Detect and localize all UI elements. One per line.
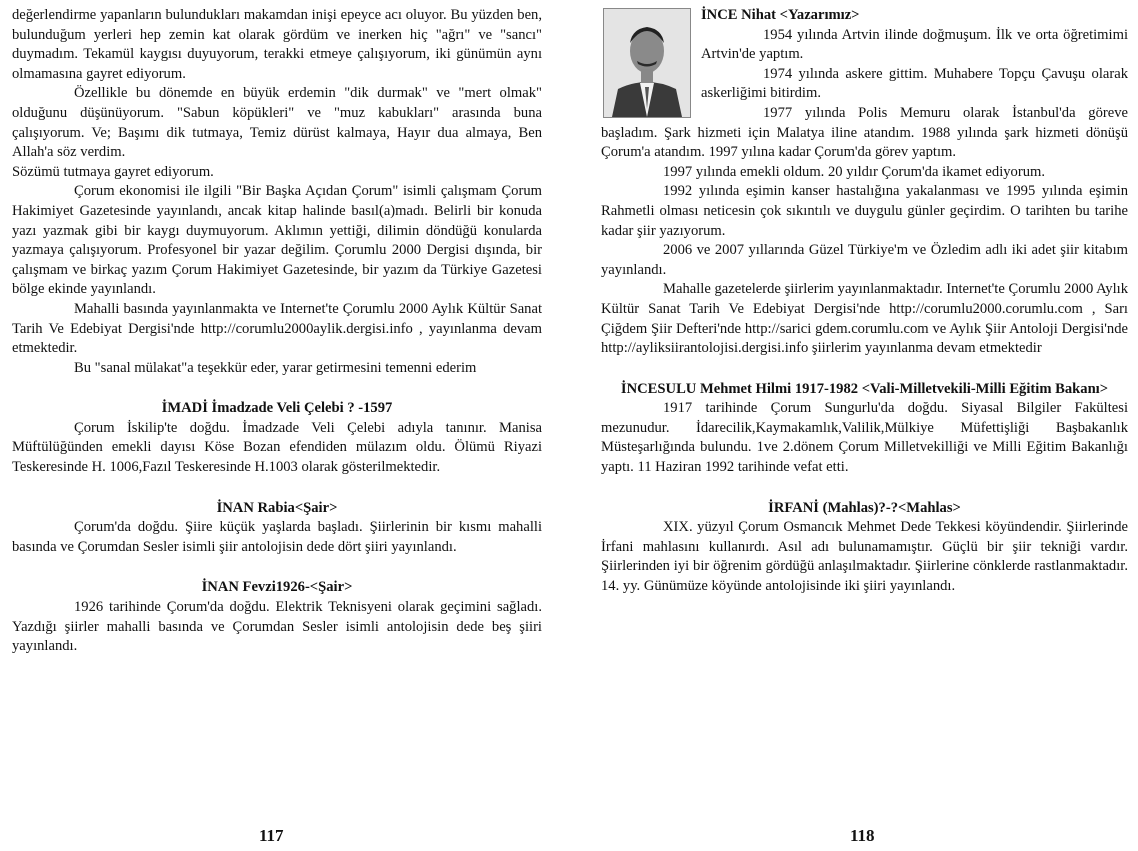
body-paragraph: değerlendirme yapanların bulundukları makamdan inişi epeyce acı oluyor. Bu yüzden ben, bulunduğum yerleri hep zemin kat olarak gördüm ve inerken hiç "ağrı" ve "sancı" duymadım. Tekamül kaygısı duyuyorum, terakki etmeye çalışıyorum, iki günümün aynı olmamasına gayret ediyorum. (12, 7, 542, 82)
entry-body: Çorum İskilip'te doğdu. İmadzade Veli Çelebi adıyla tanınır. Manisa Müftülüğünden emekli dayısı Köse Bozan efendiden mülazım oldu. Ölümü Riyazi Teskeresinde H. 1006,Fazıl Teskeresinde H.1003 olarak gösterilmektedir. (12, 419, 542, 476)
entry-heading: İNAN Fevzi1926-<Şair> (201, 579, 353, 596)
body-paragraph: Mahalli basında yayınlanmakta ve Internet'te Çorumlu 2000 Aylık Kültür Sanat Tarih Ve Edebiyat Dergisi'nde http://corumlu2000aylik.dergisi.info , yayınlanma devam etmektedir. (12, 300, 542, 357)
body-paragraph: Özellikle bu dönemde en büyük erdemin "dik durmak" ve "mert olmak" olduğunu düşünüyorum. "Sabun köpükleri" ve "muz kabukları" arasında buna çalışıyorum. Ve; Başımı dik tutmaya, Temiz dürüst kalmaya, Hayır dua almaya, Ben Allah'a söz verdim. (12, 85, 542, 161)
entry-heading: İNAN Rabia<Şair> (216, 499, 338, 516)
entry-body: 1926 tarihinde Çorum'da doğdu. Elektrik Teknisyeni olarak geçimini sağladı. Yazdığı şiirler mahalli basında ve Çorumdan Sesler isimli antolojisin dede beş şiiri yayınlandı. (12, 599, 542, 655)
right-page (601, 6, 1128, 597)
entry-heading: İNCESULU Mehmet Hilmi 1917-1982 <Vali-Milletvekili-Milli Eğitim Bakanı> (620, 380, 1109, 397)
entry-heading: İNCE Nihat <Yazarımız> (701, 7, 860, 23)
page-number-right: 118 (850, 826, 875, 845)
body-paragraph: Mahalle gazetelerde şiirlerim yayınlanmaktadır. Internet'te Çorumlu 2000 Aylık Kültür Sanat Tarih Ve Edebiyat Dergisi'nde http://corumlu2000.corumlu.com , Sarı Çiğdem Şiir Defteri'nde http://sarici gdem.corumlu.com ve Aylık Şiir Antoloji Dergisi'nde http://ayliksiirantolojisi.dergisi.info şiirlerim yayınlanma devam etmektedir (601, 281, 1128, 357)
entry-body: Çorum'da doğdu. Şiire küçük yaşlarda başladı. Şiirlerinin bir kısmı mahalli basında ve Çorumdan Sesler isimli şiir antolojisin dede dört şiiri yayınlandı. (12, 519, 542, 555)
body-paragraph: 1997 yılında emekli oldum. 20 yıldır Çorum'da ikamet ediyorum. (663, 163, 1046, 180)
body-paragraph: 1992 yılında eşimin kanser hastalığına yakalanması ve 1995 yılında eşimin Rahmetli olması neticesin çok sıkıntılı ve duygulu günler geçirdim. O tarihten bu tarihe kadar şiir yazıyorum. (601, 183, 1128, 239)
body-paragraph: Çorum ekonomisi ile ilgili "Bir Başka Açıdan Çorum" isimli çalışmam Çorum Hakimiyet Gazetesinde yayınlandı, ancak kitap halinde basıl(a)madı. Belirli bir konuda yazı yazmak gibi bir kaygı duymuyorum. Aklımın yettiği, dilimin döndüğü konularda yazmaya çalışıyorum. Profesyonel bir yazar değilim. Çorumlu 2000 Dergisi dışında, bir çalışmam ve birkaç yazım Çorum Hakimiyet Gazetesinde, bir yazım da Türkiye Gazetesi bölge ekinde yayınlandı. (12, 183, 542, 298)
body-paragraph: 1954 yılında Artvin ilinde doğmuşum. İlk ve orta öğretimimi Artvin'de yaptım. (701, 26, 1128, 63)
page-number-left: 117 (259, 826, 284, 845)
author-photo (603, 8, 691, 118)
left-page (12, 6, 542, 657)
body-paragraph: 1974 yılında askere gittim. Muhabere Topçu Çavuşu olarak askerliğimi bitirdim. (701, 65, 1128, 102)
entry-heading: İRFANİ (Mahlas)?-?<Mahlas> (768, 499, 961, 516)
body-paragraph: 1977 yılında Polis Memuru olarak İstanbul'da göreve başladım. Şark hizmeti için Malatya iline atandım. 1988 yılında şark hizmeti dönüşü Çorum'a atandım. 1997 yılına kadar Çorum'da görev yaptım. (601, 104, 1128, 161)
body-paragraph: 2006 ve 2007 yıllarında Güzel Türkiye'm ve Özledim adlı iki adet şiir kitabım yayınlandı. (601, 242, 1128, 278)
entry-body: 1917 tarihinde Çorum Sungurlu'da doğdu. Siyasal Bilgiler Fakültesi mezunudur. İdarecilik,Kaymakamlık,Valilik,Mülkiye Müfettişliği Başbakanlık Müsteşarlığında bulundu. 1ve 2.dönem Çorum Milletvekilliği ve Milli Eğitim Bakanlığı yaptı. 11 Haziran 1992 tarihinde vefat etti. (601, 400, 1128, 476)
entry-body: XIX. yüzyıl Çorum Osmancık Mehmet Dede Tekkesi köyündendir. Şiirlerinde İrfani mahlasını kullanırdı. Asıl adı bulunamamıştır. Güçlü bir şiir tekniği vardır. Şiirlerinden iyi bir öğrenim gördüğü anlaşılmaktadır. Şiirlerine cönklerde rastlanmaktadır. 14. yy. Günümüze köyünde antolojisinde iki şiiri yayınlandı. (601, 519, 1128, 595)
body-paragraph: Sözümü tutmaya gayret ediyorum. (12, 163, 214, 180)
entry-heading: İMADİ İmadzade Veli Çelebi ? -1597 (161, 400, 393, 417)
body-paragraph: Bu "sanal mülakat"a teşekkür eder, yarar getirmesini temenni ederim (74, 359, 477, 376)
